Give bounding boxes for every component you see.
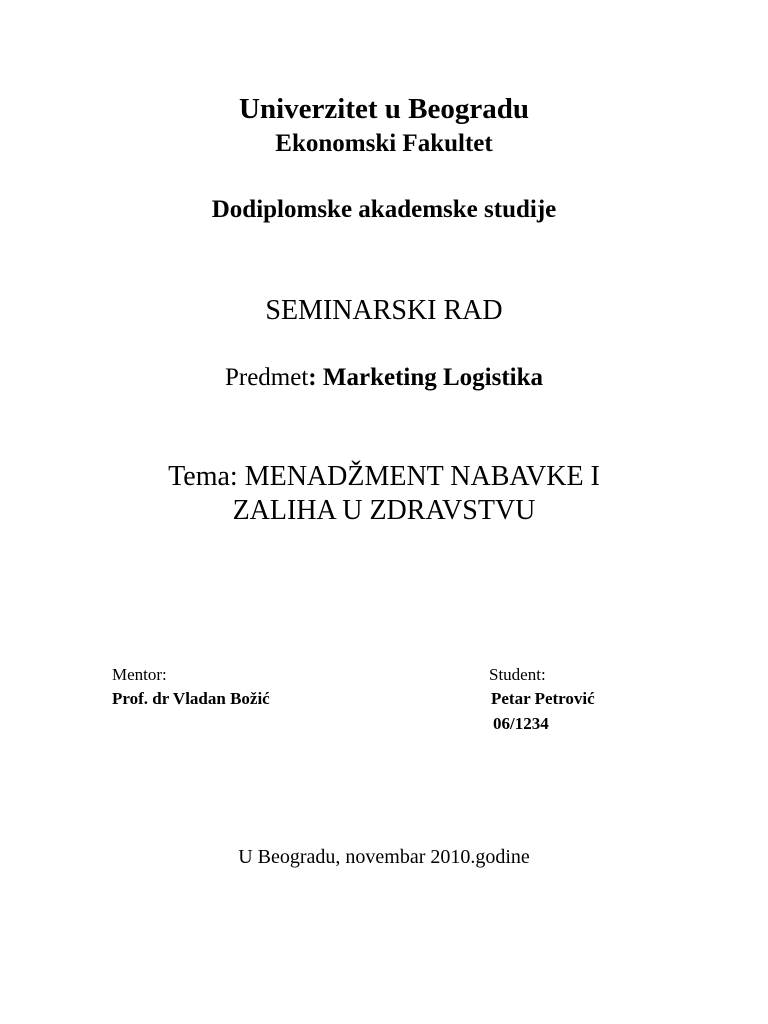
- topic-title-part-2: ZALIHA U ZDRAVSTVU: [232, 495, 536, 526]
- subject-label: Predmet: [224, 364, 309, 391]
- place-and-date: U Beogradu, novembar 2010.godine: [238, 846, 530, 868]
- topic-label: Tema:: [168, 461, 245, 492]
- mentor-name: Prof. dr Vladan Božić: [112, 689, 270, 708]
- topic-line-1: [0, 462, 768, 493]
- student-name: Petar Petrović: [491, 689, 595, 708]
- topic-title-part-1: MENADŽMENT NABAVKE I: [244, 461, 600, 492]
- study-program: Dodiplomske akademske studije: [211, 196, 557, 223]
- subject-colon: :: [308, 364, 317, 391]
- student-id: 06/1234: [493, 714, 549, 733]
- university-name: Univerzitet u Beogradu: [239, 93, 529, 125]
- mentor-label: Mentor:: [112, 665, 167, 684]
- student-label: Student:: [489, 665, 546, 684]
- subject-value: Marketing Logistika: [316, 364, 544, 391]
- faculty-name: Ekonomski Fakultet: [275, 130, 493, 157]
- document-type: SEMINARSKI RAD: [265, 295, 503, 326]
- subject-line: [0, 364, 768, 392]
